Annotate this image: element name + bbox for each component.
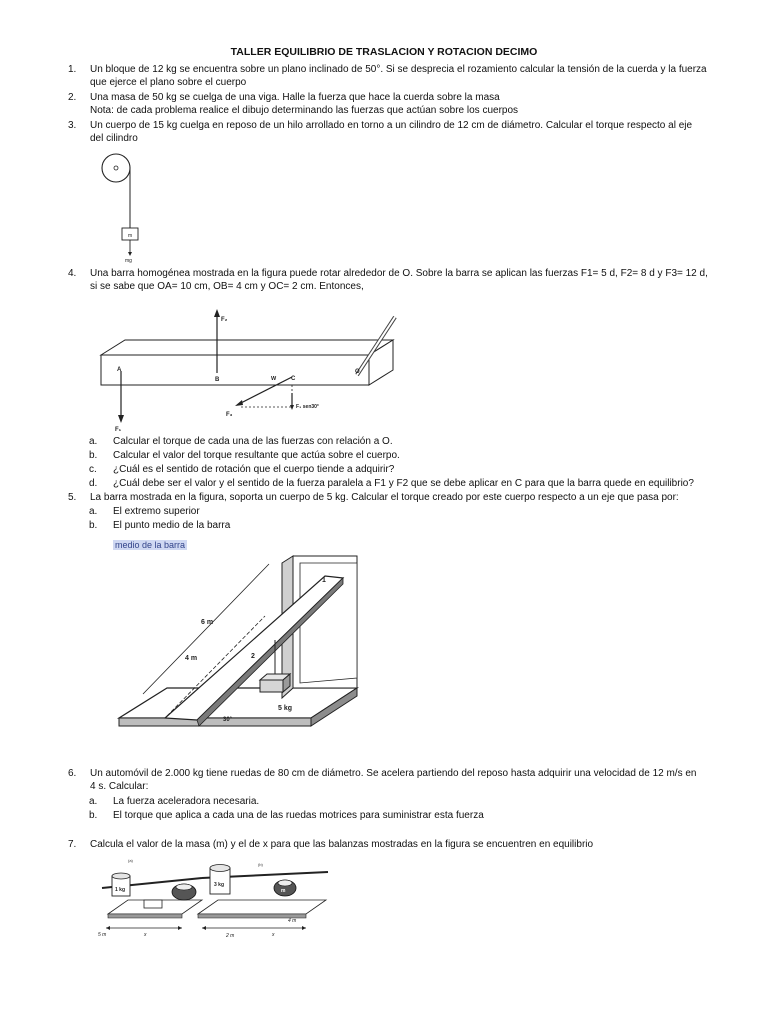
subquestion-letter: a. <box>89 506 98 517</box>
question-3 <box>68 119 726 145</box>
point-label-b: B <box>215 377 220 383</box>
subquestion-letter: b. <box>89 520 98 531</box>
mass-label-3kg: 3 kg <box>214 882 225 888</box>
question-1 <box>68 63 726 89</box>
question-number: 5. <box>68 492 77 503</box>
worksheet-title: TALLER EQUILIBRIO DE TRASLACION Y ROTACION DECIMO <box>230 46 538 58</box>
question-text: si se sabe que OA= 10 cm, OB= 4 cm y OC= 2 cm. Entonces, <box>90 281 364 292</box>
question-number: 4. <box>68 268 77 279</box>
weight-label-w: W <box>271 376 277 382</box>
subquestion-4a <box>89 435 728 448</box>
subquestion-4b <box>89 449 728 462</box>
question-6 <box>68 767 726 793</box>
question-number: 7. <box>68 839 77 850</box>
question-number: 1. <box>68 64 77 75</box>
force-label-f1: F₁ <box>115 427 122 433</box>
subquestion-letter: a. <box>89 796 98 807</box>
distance-label-4m: 4 m <box>288 918 297 924</box>
length-label-6m: 6 m <box>201 619 214 626</box>
force-label-f3: F₃ <box>226 412 233 418</box>
question-number: 3. <box>68 120 77 131</box>
subquestion-text: El extremo superior <box>113 506 200 517</box>
mass-label: m <box>128 233 133 239</box>
question-text: 4 s. Calcular: <box>90 781 149 792</box>
angle-label: 30° <box>223 717 233 723</box>
subquestion-letter: d. <box>89 478 98 489</box>
weight-label: mg <box>125 258 132 264</box>
highlighted-text-fragment: medio de la barra <box>115 540 186 550</box>
subquestion-letter: b. <box>89 450 98 461</box>
figure-label-a: (a) <box>128 858 133 863</box>
inclined-bar-figure <box>115 548 365 748</box>
subquestion-text: Calcular el torque de cada una de las fuerzas con relación a O. <box>113 436 393 447</box>
question-4 <box>68 267 726 293</box>
force-label-f2: F₂ <box>221 317 228 323</box>
question-text: Una barra homogénea mostrada en la figura puede rotar alrededor de O. Sobre la barra se aplican las fuerzas F1= 5 d, F2= 8 d y F3= 12 d, <box>90 268 708 279</box>
subquestion-6b <box>89 809 728 822</box>
subquestion-5b <box>89 519 728 532</box>
question-2 <box>68 91 726 117</box>
point-label-c: C <box>291 376 296 382</box>
note-text: Nota: de cada problema realice el dibujo determinando las fuerzas que actúan sobre los cuerpos <box>90 105 519 116</box>
question-number: 2. <box>68 92 77 103</box>
subquestion-4c <box>89 463 728 476</box>
subquestion-text: El torque que aplica a cada una de las ruedas motrices para suministrar esta fuerza <box>113 810 484 821</box>
subquestion-text: El punto medio de la barra <box>113 520 231 531</box>
question-7 <box>68 838 726 851</box>
question-text: La barra mostrada en la figura, soporta un cuerpo de 5 kg. Calcular el torque creado por este cuerpo respecto a un eje que pasa por: <box>90 492 679 503</box>
distance-label-2m: 2 m <box>226 933 235 939</box>
length-label-4m: 4 m <box>185 655 198 662</box>
mass-label-1kg: 1 kg <box>115 887 126 893</box>
subquestion-letter: c. <box>89 464 97 475</box>
subquestion-text: ¿Cuál debe ser el valor y el sentido de la fuerza paralela a F1 y F2 que se debe aplicar en C para que la barra quede en equilibrio? <box>113 478 694 489</box>
question-number: 6. <box>68 768 77 779</box>
subquestion-letter: a. <box>89 436 98 447</box>
point-label-2: 2 <box>251 653 255 660</box>
subquestion-text: La fuerza aceleradora necesaria. <box>113 796 260 807</box>
question-text: Un cuerpo de 15 kg cuelga en reposo de un hilo arrollado en torno a un cilindro de 12 cm de diámetro. Calcular el torque respecto al eje <box>90 120 693 131</box>
mass-label-m: m <box>281 888 286 894</box>
mass-label: 5 kg <box>278 705 293 712</box>
balances-figure <box>92 856 332 946</box>
question-5 <box>68 491 726 504</box>
distance-label-x2: x <box>272 932 275 938</box>
question-text: Calcula el valor de la masa (m) y el de x para que las balanzas mostradas en la figura se encuentren en equilibrio <box>90 839 594 850</box>
figure-label-b: (b) <box>258 862 263 867</box>
force-label-f3-component: F₃ sen30° <box>296 404 319 410</box>
distance-label-5m: 5 m <box>98 932 107 938</box>
subquestion-5a <box>89 505 728 518</box>
point-label-o: O <box>355 369 360 375</box>
bar-forces-figure <box>95 305 405 435</box>
question-text: que ejerce el plano sobre el cuerpo <box>90 77 247 88</box>
subquestion-6a <box>89 795 728 808</box>
subquestion-text: Calcular el valor del torque resultante que actúa sobre el cuerpo. <box>113 450 400 461</box>
pulley-figure <box>95 152 155 264</box>
question-text: Un bloque de 12 kg se encuentra sobre un plano inclinado de 50°. Si se desprecia el rozamiento calcular la tensión de la cuerda y la fuerza <box>90 64 707 75</box>
subquestion-letter: b. <box>89 810 98 821</box>
subquestion-4d <box>89 477 728 490</box>
point-label-1: 1 <box>322 577 326 584</box>
question-text: Una masa de 50 kg se cuelga de una viga. Halle la fuerza que hace la cuerda sobre la masa <box>90 92 500 103</box>
point-label-a: A <box>117 367 122 373</box>
distance-label-x: x <box>144 932 147 938</box>
subquestion-text: ¿Cuál es el sentido de rotación que el cuerpo tiende a adquirir? <box>113 464 395 475</box>
question-text: Un automóvil de 2.000 kg tiene ruedas de 80 cm de diámetro. Se acelera partiendo del reposo hasta adquirir una velocidad de 12 m/s en <box>90 768 697 779</box>
question-text: del cilindro <box>90 133 138 144</box>
